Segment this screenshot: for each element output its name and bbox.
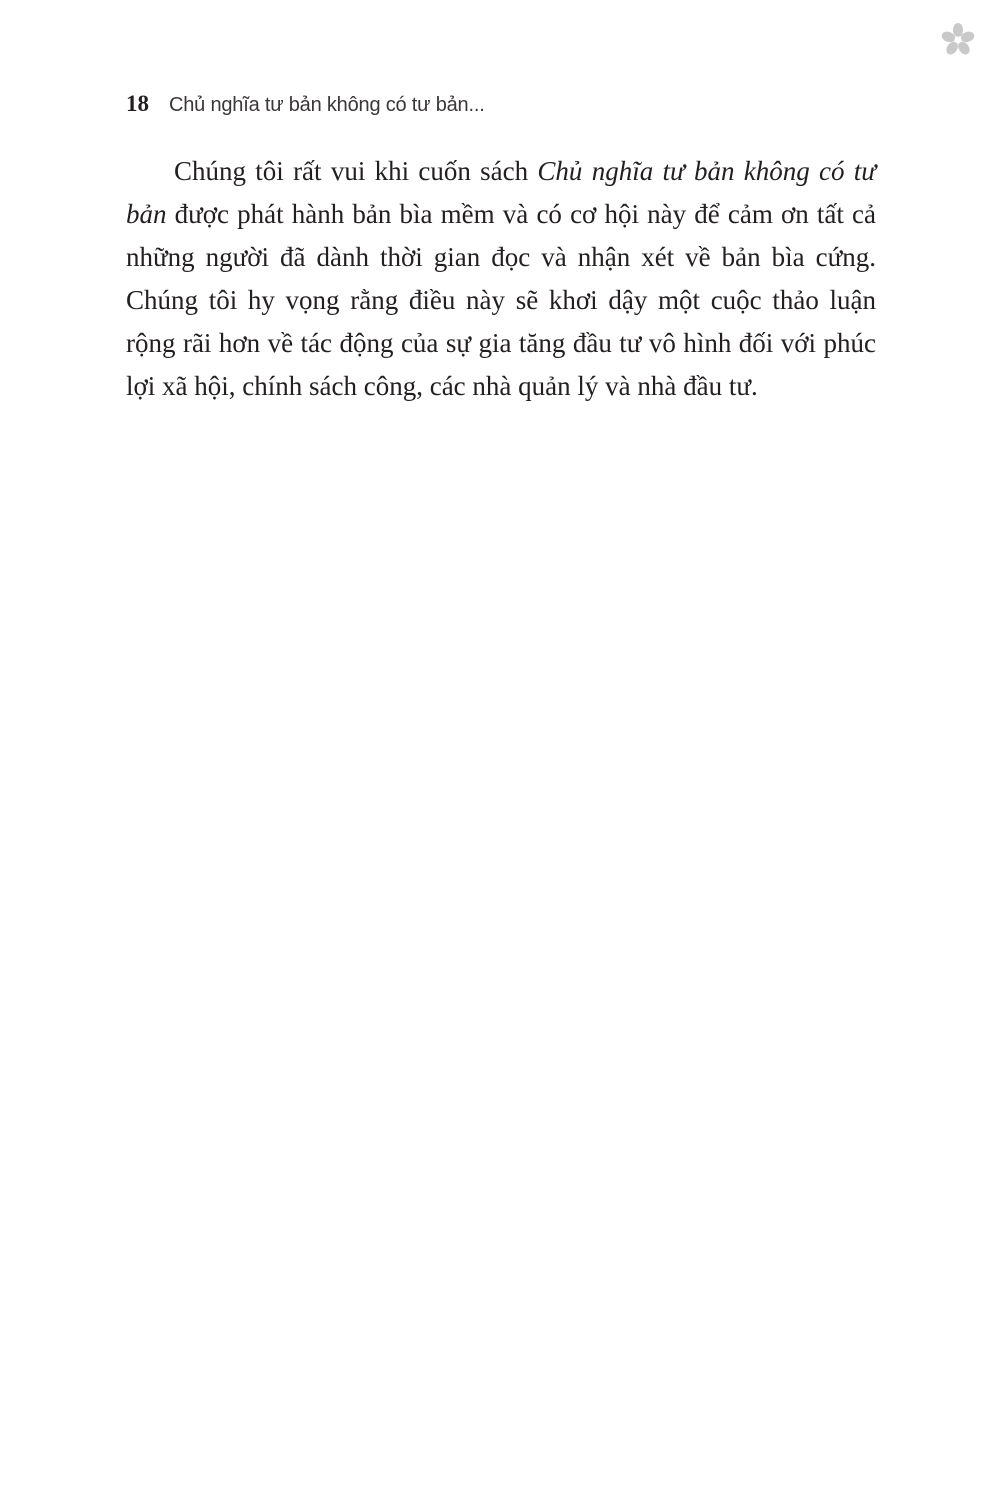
running-title: Chủ nghĩa tư bản không có tư bản... [169, 94, 485, 116]
paragraph-intro: Chúng tôi rất vui khi cuốn sách [174, 156, 538, 186]
paragraph-rest: được phát hành bản bìa mềm và có cơ hội này để cảm ơn tất cả những người đã dành thời gian đọc và nhận xét về bản bìa cứng. Chúng tôi hy vọng rằng điều này sẽ khơi dậy một cuộc thảo luận rộng rãi hơn về tác động của sự gia tăng đầu tư vô hình đối với phúc lợi xã hội, chính sách công, các nhà quản lý và nhà đầu tư. [126, 199, 876, 401]
page-number: 18 [126, 91, 149, 116]
flower-logo-icon [940, 22, 976, 58]
running-header [126, 88, 485, 123]
body-paragraph [126, 150, 876, 408]
book-title: Chủ nghĩa tư bản không có tư bản [126, 156, 877, 229]
